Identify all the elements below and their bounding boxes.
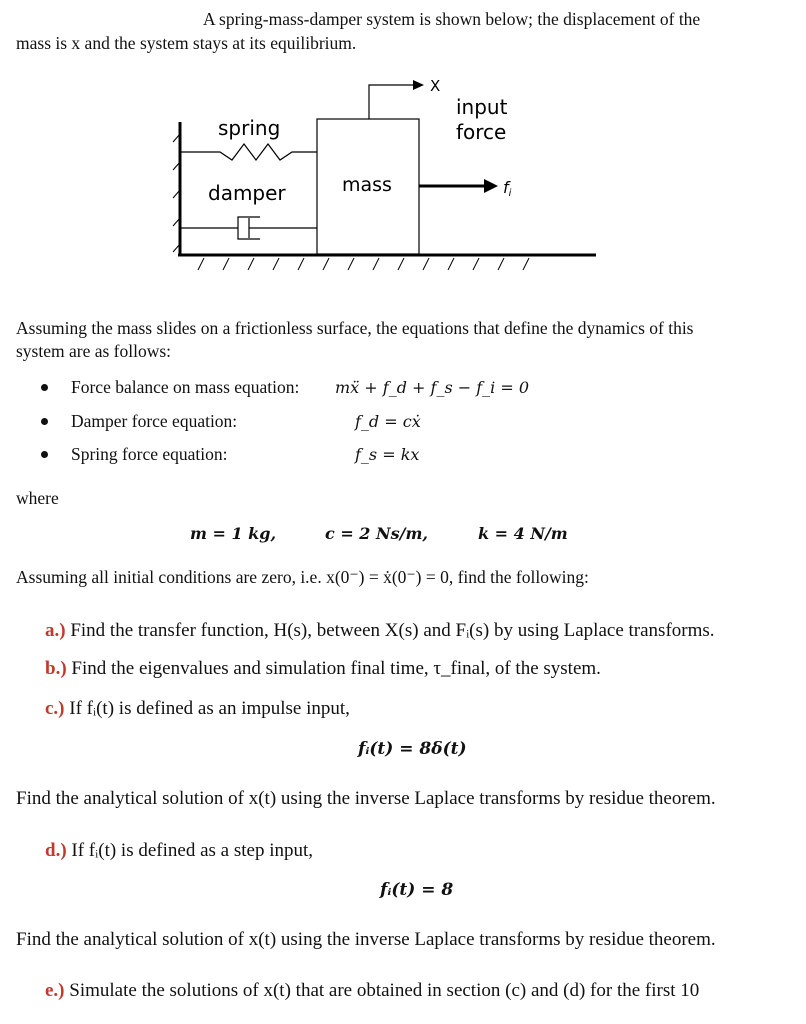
param-mass: m = 1 kg, [190,524,277,543]
question-c-label: c.) [45,698,65,719]
equation-damper: f_d = cẋ [355,412,421,431]
question-d-text: If fᵢ(t) is defined as a step input, [71,840,313,861]
where-label: where [16,488,59,508]
displacement-arrowhead [413,80,424,90]
question-c-find: Find the analytical solution of x(t) using the inverse Laplace transforms by residue theorem. [16,788,716,809]
equation-label: Damper force equation: [71,411,238,431]
question-e-label: e.) [45,980,65,1001]
question-e-text: Simulate the solutions of x(t) that are obtained in section (c) and (d) for the first 10 [69,980,700,1001]
x-label: X [430,77,441,95]
bullet [41,418,48,425]
question-d-find: Find the analytical solution of x(t) using the inverse Laplace transforms by residue theorem. [16,929,716,950]
equation-label: Force balance on mass equation: [71,377,300,397]
spring-mass-damper-diagram [160,72,610,277]
intro-line-1: A spring-mass-damper system is shown below; the displacement of the [203,9,701,29]
input-label-line1: input [456,95,508,119]
spring-label: spring [218,116,281,140]
question-d [45,840,313,862]
question-c-text: If fᵢ(t) is defined as an impulse input, [69,698,350,719]
ground-hatch [198,258,529,270]
damper [180,217,317,239]
equation-force-balance: mẍ + f_d + f_s − f_i = 0 [335,378,530,397]
force-arrowhead [484,179,498,193]
intro-line-2: mass is x and the system stays at its equilibrium. [16,33,357,53]
question-a-text: Find the transfer function, H(s), between X(s) and Fᵢ(s) by using Laplace transforms. [70,620,715,641]
question-e [45,980,699,1002]
param-damping: c = 2 Ns/m, [325,524,428,543]
param-stiffness: k = 4 N/m [478,524,568,543]
mass-label: mass [342,174,392,196]
damper-label: damper [208,181,286,205]
equation-label: Spring force equation: [71,444,228,464]
equation-spring: f_s = kx [355,445,420,464]
question-c [45,698,350,720]
displacement-arrow [369,85,415,119]
bullet [41,384,48,391]
assumption-line-2: system are as follows: [16,341,172,361]
question-d-label: d.) [45,840,67,861]
assumption-line-1: Assuming the mass slides on a frictionless surface, the equations that define the dynamics of this [16,318,694,338]
question-b-text: Find the eigenvalues and simulation final time, τ_final, of the system. [71,658,601,679]
input-label-line2: force [456,120,507,144]
spring [180,144,317,160]
question-b-label: b.) [45,658,67,679]
step-equation: fᵢ(t) = 8 [380,880,454,900]
question-a [45,620,715,642]
force-label: fi [503,178,512,199]
bullet [41,451,48,458]
question-b [45,658,601,680]
initial-conditions: Assuming all initial conditions are zero, i.e. x(0⁻) = ẋ(0⁻) = 0, find the following: [16,567,589,587]
impulse-equation: fᵢ(t) = 8δ(t) [358,739,467,759]
question-a-label: a.) [45,620,66,641]
